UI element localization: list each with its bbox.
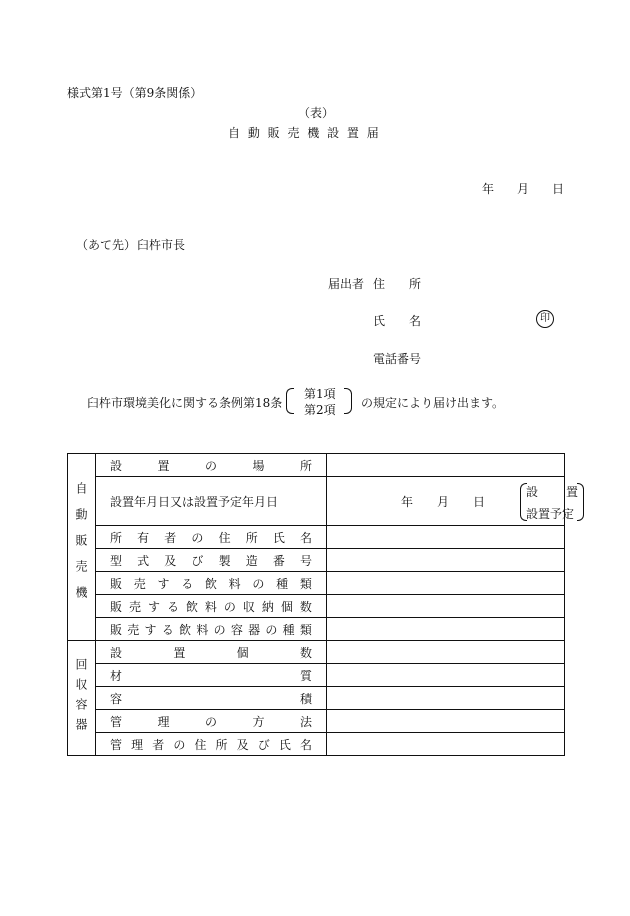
label-char: 製	[218, 553, 231, 568]
label-char: 納	[261, 599, 274, 614]
option-install[interactable]	[526, 483, 578, 500]
install-year-label: 年	[401, 495, 414, 509]
row-label-location	[96, 454, 327, 477]
label-char: の	[252, 576, 265, 591]
label-char: 法	[299, 714, 312, 729]
value-beverage-type[interactable]	[327, 572, 565, 595]
label-char: 式	[137, 553, 150, 568]
label-char: 管	[110, 737, 123, 752]
label-char: 名	[299, 737, 312, 752]
label-char: 場	[252, 458, 265, 473]
row-label-owner	[96, 526, 327, 549]
label-char: 積	[299, 691, 312, 706]
install-type-options	[526, 483, 578, 519]
label-char: 管	[110, 714, 123, 729]
options-bracket-right	[577, 483, 584, 521]
row-label-model-serial	[96, 549, 327, 572]
statement-option-1: 第1項	[304, 387, 336, 401]
label-char: 種	[276, 576, 289, 591]
label-char: 番	[272, 553, 285, 568]
value-bin-count[interactable]	[327, 641, 565, 664]
label-char: す	[147, 599, 160, 614]
label-char: 所	[299, 458, 312, 473]
label-char: 設	[110, 458, 123, 473]
label-char: る	[161, 622, 174, 637]
option-install-char-1: 設	[526, 485, 539, 499]
value-volume[interactable]	[327, 687, 565, 710]
label-char: 売	[133, 576, 146, 591]
option-planned[interactable]: 設置予定	[526, 507, 575, 521]
addressee-name: 臼杵市長	[137, 238, 186, 252]
label-char: 氏	[278, 737, 291, 752]
row-label-bin-count	[96, 641, 327, 664]
label-char: 売	[128, 599, 141, 614]
date-year-label: 年	[482, 182, 495, 196]
row-label-volume	[96, 687, 327, 710]
label-char: 造	[245, 553, 258, 568]
value-container-type[interactable]	[327, 618, 565, 641]
install-day-label: 日	[472, 495, 485, 509]
row-label-material	[96, 664, 327, 687]
label-char: 名	[299, 530, 312, 545]
option-install-char-2: 置	[565, 485, 578, 499]
value-management-method[interactable]	[327, 710, 565, 733]
label-char: る	[166, 599, 179, 614]
label-char: 販	[110, 576, 123, 591]
label-char: 料	[228, 576, 241, 591]
label-char: の	[191, 530, 204, 545]
label-char: 収	[242, 599, 255, 614]
label-char: の	[265, 622, 278, 637]
label-char: 設	[110, 645, 123, 660]
label-char: 有	[137, 530, 150, 545]
label-char: 料	[196, 622, 209, 637]
label-char: び	[257, 737, 270, 752]
value-material[interactable]	[327, 664, 565, 687]
address-char-1: 住	[373, 277, 386, 291]
form-side-label: （表）	[298, 106, 335, 120]
statement-prefix: 臼杵市環境美化に関する条例第18条	[87, 396, 283, 410]
label-char: 置	[157, 458, 170, 473]
label-char: び	[191, 553, 204, 568]
label-char: 及	[164, 553, 177, 568]
group-vending-machine-label: 自動販売機	[74, 482, 88, 612]
label-char: 類	[299, 576, 312, 591]
label-char: 飲	[204, 576, 217, 591]
label-char: 販	[110, 622, 123, 637]
label-char: 理	[157, 714, 170, 729]
label-char: 種	[282, 622, 295, 637]
label-char: 所	[215, 737, 228, 752]
label-char: の	[213, 622, 226, 637]
date-line	[482, 180, 564, 197]
applicant-phone-label: 電話番号	[373, 352, 422, 366]
value-install-date[interactable]	[327, 477, 578, 526]
addressee-label: （あて先）	[76, 238, 137, 252]
form-title: 自 動 販 売 機 設 置 届	[228, 126, 381, 140]
value-model-serial[interactable]	[327, 549, 565, 572]
group-vending-machine	[68, 454, 96, 641]
label-char: 販	[110, 599, 123, 614]
label-char: 個	[236, 645, 249, 660]
label-char: 材	[110, 668, 123, 683]
label-char: の	[204, 714, 217, 729]
label-char: の	[223, 599, 236, 614]
row-label-capacity	[96, 595, 327, 618]
install-date-fields	[401, 493, 485, 510]
label-char: 者	[152, 737, 165, 752]
label-char: 置	[173, 645, 186, 660]
label-char: の	[204, 458, 217, 473]
label-char: 売	[127, 622, 140, 637]
label-char: 住	[194, 737, 207, 752]
label-char: 方	[252, 714, 265, 729]
value-owner[interactable]	[327, 526, 565, 549]
label-char: 者	[164, 530, 177, 545]
label-char: 容	[110, 691, 123, 706]
vending-machine-form-table	[67, 453, 578, 756]
label-char: 及	[236, 737, 249, 752]
name-char-2: 名	[408, 314, 421, 328]
label-char: の	[173, 737, 186, 752]
seal-mark: 印	[536, 310, 554, 328]
row-label-management-method	[96, 710, 327, 733]
statement-option-2: 第2項	[304, 403, 336, 417]
label-char: 器	[248, 622, 261, 637]
label-char: 料	[204, 599, 217, 614]
row-label-install-date: 設置年月日又は設置予定年月日	[96, 477, 327, 526]
label-char: 理	[131, 737, 144, 752]
label-char: る	[181, 576, 194, 591]
address-char-2: 所	[408, 277, 421, 291]
group-recycle-bin	[68, 641, 96, 756]
value-capacity[interactable]	[327, 595, 565, 618]
statement-suffix: の規定により届け出ます。	[361, 396, 505, 410]
applicant-name-label	[373, 312, 421, 329]
label-char: 所	[245, 530, 258, 545]
group-recycle-bin-label: 回収容器	[74, 658, 88, 738]
label-char: 飲	[179, 622, 192, 637]
label-char: 所	[110, 530, 123, 545]
date-day-label: 日	[551, 182, 564, 196]
label-char: 号	[299, 553, 312, 568]
label-char: 類	[299, 622, 312, 637]
label-char: 容	[230, 622, 243, 637]
row-label-container-type	[96, 618, 327, 641]
label-char: す	[157, 576, 170, 591]
label-char: 数	[299, 599, 312, 614]
install-month-label: 月	[436, 495, 449, 509]
label-char: 氏	[272, 530, 285, 545]
date-month-label: 月	[516, 182, 529, 196]
label-char: 住	[218, 530, 231, 545]
statement-bracket-left	[286, 388, 294, 414]
form-number: 様式第1号（第9条関係）	[67, 86, 203, 100]
row-label-manager	[96, 733, 327, 756]
label-char: 質	[299, 668, 312, 683]
label-char: 数	[299, 645, 312, 660]
name-char-1: 氏	[373, 314, 386, 328]
applicant-address-label	[373, 275, 421, 292]
label-char: 型	[110, 553, 123, 568]
applicant-label: 届出者	[328, 277, 365, 291]
label-char: す	[144, 622, 157, 637]
label-char: 飲	[185, 599, 198, 614]
value-manager[interactable]	[327, 733, 565, 756]
label-char: 個	[280, 599, 293, 614]
statement-bracket-right	[344, 388, 352, 414]
value-location[interactable]	[327, 454, 565, 477]
row-label-beverage-type	[96, 572, 327, 595]
